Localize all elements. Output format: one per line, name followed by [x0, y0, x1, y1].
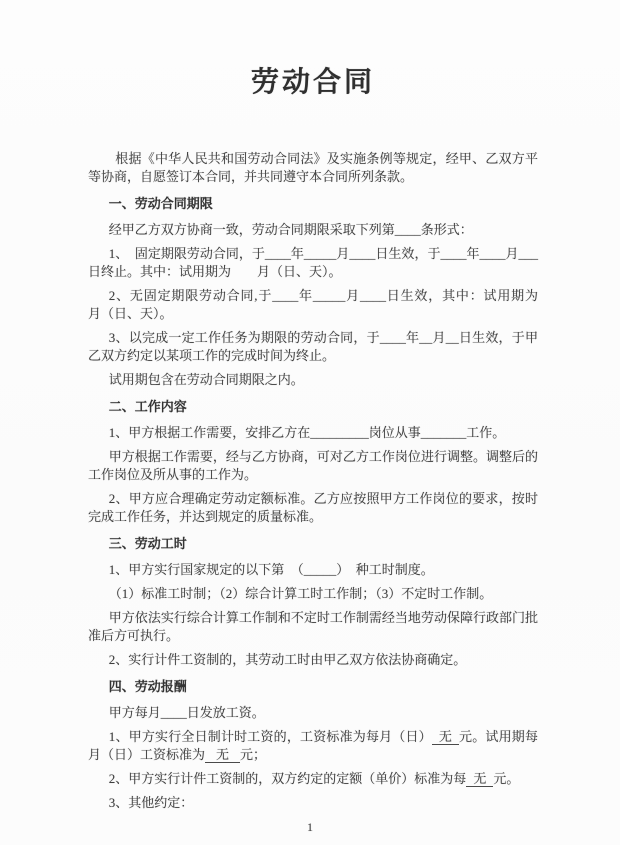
- section-4-item-1-text: 元。试用期每月（日）工资标准为: [88, 729, 538, 762]
- section-4-lead: 甲方每月____日发放工资。: [108, 705, 265, 720]
- page-number: 1: [307, 820, 313, 834]
- section-4-item-1: [88, 728, 538, 764]
- section-4-item-1-text: 元；: [240, 747, 267, 762]
- section-3-item-1: 1、甲方实行国家规定的以下第 （_____） 种工时制度。: [108, 562, 434, 577]
- section-3-heading: 三、劳动工时: [108, 536, 187, 551]
- section-4-item-3: 3、其他约定：: [108, 795, 194, 810]
- piece-rate-blank: 无: [466, 772, 493, 787]
- section-4-item-2: [88, 770, 538, 788]
- section-1-lead: 经甲乙方双方协商一致，劳动合同期限采取下列第____条形式：: [108, 222, 473, 237]
- document-content: [88, 60, 565, 818]
- section-2-heading: 二、工作内容: [108, 399, 187, 414]
- section-3-options: （1）标准工时制；（2）综合计算工时工作制；（3）不定时工作制。: [108, 586, 493, 601]
- section-2-para-1: 甲方根据工作需要，经与乙方协商，可对乙方工作岗位进行调整。调整后的工作岗位及所从事的工作为。: [88, 449, 538, 482]
- section-3-item-2: 2、实行计件工资制的，其劳动工时由甲乙双方依法协商确定。: [108, 652, 467, 667]
- section-4-item-2-text: 元。: [493, 771, 520, 786]
- document-title: 劳动合同: [250, 67, 375, 98]
- probation-wage-blank: 无: [205, 748, 240, 763]
- section-1-note: 试用期包含在劳动合同期限之内。: [108, 372, 304, 387]
- section-2-item-1: 1、甲方根据工作需要，安排乙方在_________岗位从事_______工作。: [108, 425, 506, 440]
- wage-amount-blank: 无: [432, 730, 459, 745]
- intro-paragraph: 根据《中华人民共和国劳动合同法》及实施条例等规定，经甲、乙双方平等协商，自愿签订本合同，并共同遵守本合同所列条款。: [88, 151, 538, 184]
- section-4-item-1-text: 1、甲方实行全日制计时工资的，工资标准为每月（日）: [108, 729, 432, 744]
- section-1-item-3: 3、以完成一定工作任务为期限的劳动合同，于____年__月__日生效，于甲乙双方约定以某项工作的完成时间为终止。: [88, 330, 538, 363]
- section-4-heading: 四、劳动报酬: [108, 679, 187, 694]
- section-4-item-2-text: 2、甲方实行计件工资制的，双方约定的定额（单价）标准为每: [108, 771, 467, 786]
- section-1-item-1: 1、 固定期限劳动合同，于____年_____月____日生效，于____年____月___日终止。其中：试用期为 月（日、天）。: [88, 246, 538, 279]
- section-2-item-2: 2、甲方应合理确定劳动定额标准。乙方应按照甲方工作岗位的要求，按时完成工作任务，并达到规定的质量标准。: [88, 491, 538, 524]
- section-1-item-2: 2、无固定期限劳动合同,于____年_____月____日生效，其中：试用期为 月（日、天）。: [88, 288, 565, 321]
- section-1-heading: 一、劳动合同期限: [108, 196, 213, 211]
- section-3-para-1: 甲方依法实行综合计算工作制和不定时工作制需经当地劳动保障行政部门批准后方可执行。: [88, 610, 538, 643]
